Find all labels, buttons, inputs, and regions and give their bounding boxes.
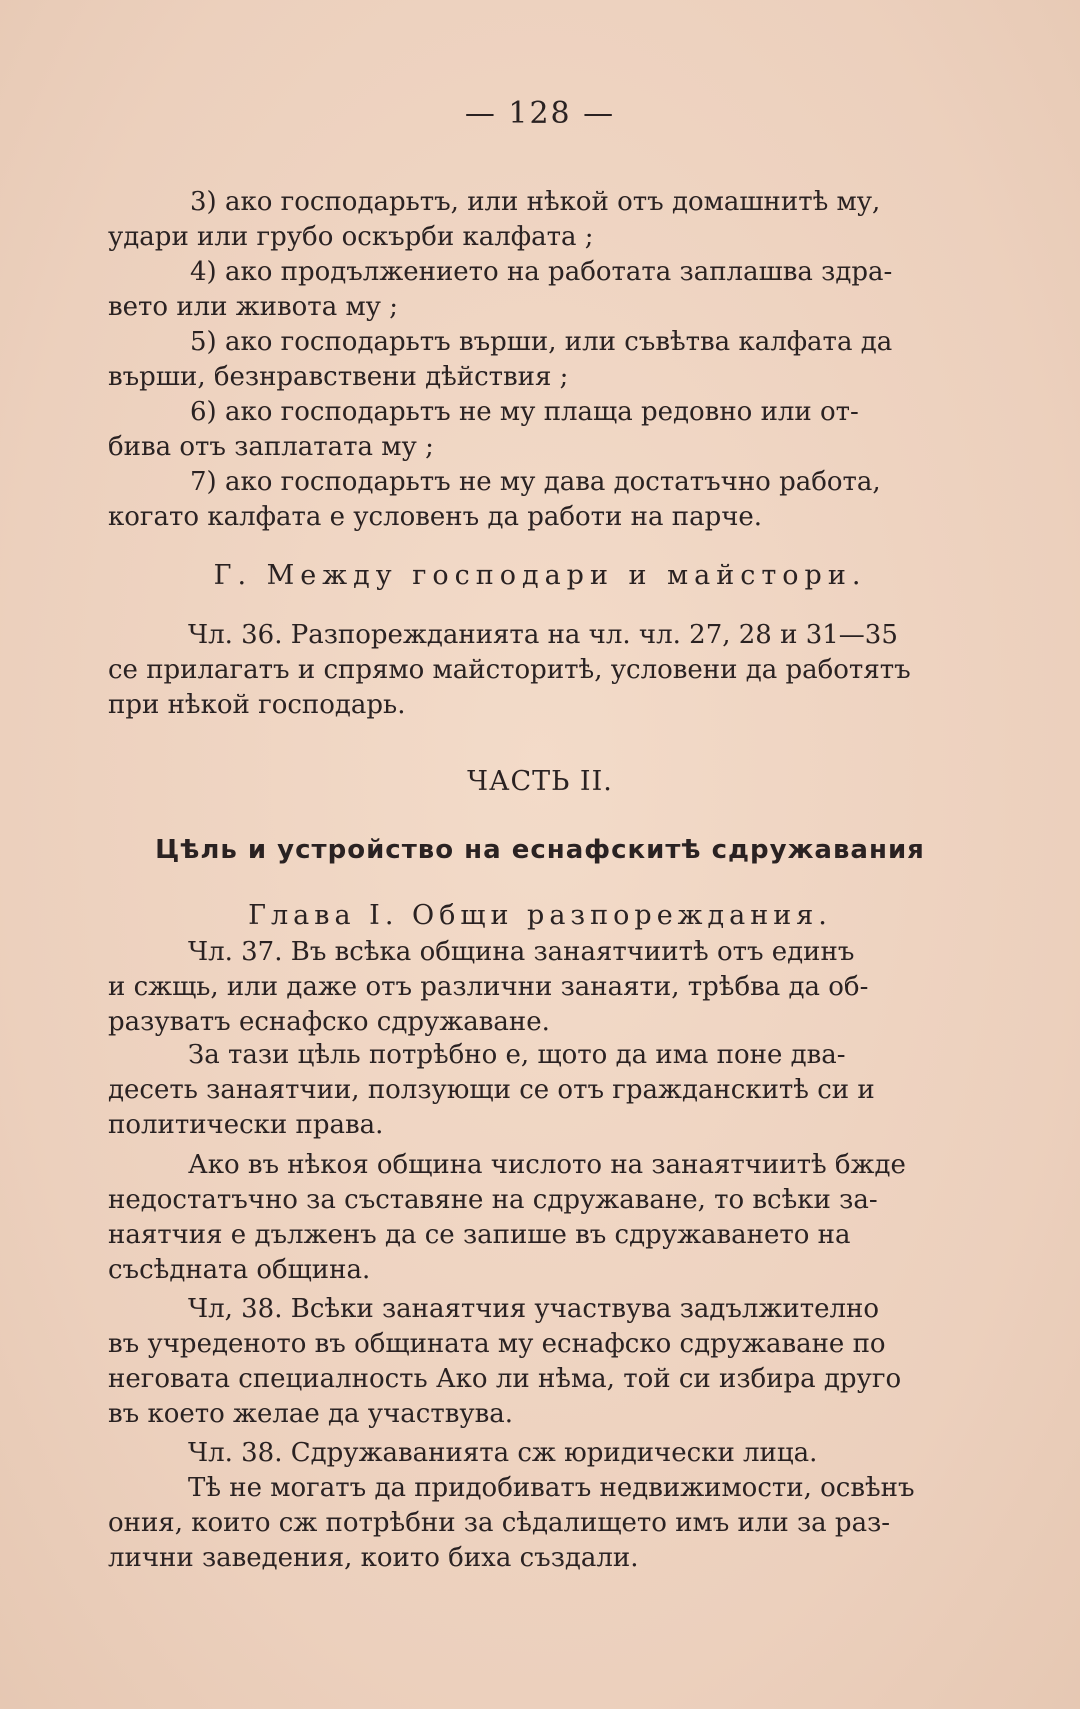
text-line: 6) ако господарьтъ не му плаща редовно или от- bbox=[190, 397, 859, 427]
text-line: съсѣдната община. bbox=[108, 1255, 371, 1285]
paragraph-article-37 bbox=[108, 935, 940, 1040]
text-line: Чл. 36. Разпорежданията на чл. чл. 27, 28 и 31—35 bbox=[188, 620, 898, 650]
part-heading: ЧАСТЬ II. bbox=[467, 766, 613, 797]
text-line: Чл, 38. Всѣки занаятчия участвува задължително bbox=[188, 1294, 879, 1324]
text-line: Чл. 37. Въ всѣка община занаятчиитѣ отъ единъ bbox=[188, 937, 855, 967]
text-line: наятчия е дълженъ да се запише въ сдружаването на bbox=[108, 1220, 851, 1250]
text-line: ония, които сж потрѣбни за сѣдалището имъ или за раз- bbox=[108, 1508, 891, 1538]
text-line: върши, безнравствени дѣйствия ; bbox=[108, 362, 569, 392]
paragraph-article-37-cont bbox=[108, 1038, 940, 1143]
paragraph-article-38 bbox=[108, 1292, 940, 1432]
text-line: Тѣ не могатъ да придобиватъ недвижимости, освѣнъ bbox=[188, 1473, 915, 1503]
text-line: десеть занаятчии, ползующи се отъ гражданскитѣ си и bbox=[108, 1075, 875, 1105]
text-line: разуватъ еснафско сдружаване. bbox=[108, 1007, 550, 1037]
text-line: Ако въ нѣкоя община числото на занаятчиитѣ бжде bbox=[188, 1150, 906, 1180]
paragraph-items-3-7 bbox=[108, 185, 940, 535]
text-line: 5) ако господарьтъ върши, или съвѣтва калфата да bbox=[190, 327, 893, 357]
chapter-heading: Глава I. Общи разпореждания. bbox=[248, 900, 832, 931]
text-line: при нѣкой господарь. bbox=[108, 690, 406, 720]
text-line: удари или грубо оскърби калфата ; bbox=[108, 222, 594, 252]
text-line: 7) ако господарьтъ не му дава достатъчно работа, bbox=[190, 467, 881, 497]
text-line: въ което желае да участвува. bbox=[108, 1399, 514, 1429]
text-line: когато калфата е условенъ да работи на парче. bbox=[108, 502, 763, 532]
text-line: политически права. bbox=[108, 1110, 384, 1140]
text-line: въ учреденото въ общината му еснафско сдружаване по bbox=[108, 1329, 886, 1359]
page-number: — 128 — bbox=[464, 96, 616, 131]
text-line: недостатъчно за съставяне на сдружаване, то всѣки за- bbox=[108, 1185, 878, 1215]
paragraph-article-36 bbox=[108, 618, 940, 723]
text-line: неговата специалность Ако ли нѣма, той си избира друго bbox=[108, 1364, 902, 1394]
text-line: и сжщь, или даже отъ различни занаяти, трѣбва да об- bbox=[108, 972, 869, 1002]
text-line: вето или живота му ; bbox=[108, 292, 398, 322]
text-line: лични заведения, които биха създали. bbox=[108, 1543, 639, 1573]
text-line: 3) ако господарьтъ, или нѣкой отъ домашнитѣ му, bbox=[190, 187, 881, 217]
part-title: Цѣль и устройство на еснафскитѣ сдружавания bbox=[155, 835, 925, 865]
text-line: Чл. 38. Сдружаванията сж юридически лица. bbox=[188, 1438, 818, 1468]
section-heading-g: Г. Между господари и майстори. bbox=[213, 560, 867, 591]
text-line: За тази цѣль потрѣбно е, щото да има поне два- bbox=[188, 1040, 846, 1070]
text-line: бива отъ заплатата му ; bbox=[108, 432, 434, 462]
paragraph-article-38-legal-persons bbox=[108, 1436, 940, 1576]
paragraph-neighbouring-community bbox=[108, 1148, 940, 1288]
text-line: се прилагатъ и спрямо майсторитѣ, условени да работятъ bbox=[108, 655, 911, 685]
text-line: 4) ако продължението на работата заплашва здра- bbox=[190, 257, 893, 287]
